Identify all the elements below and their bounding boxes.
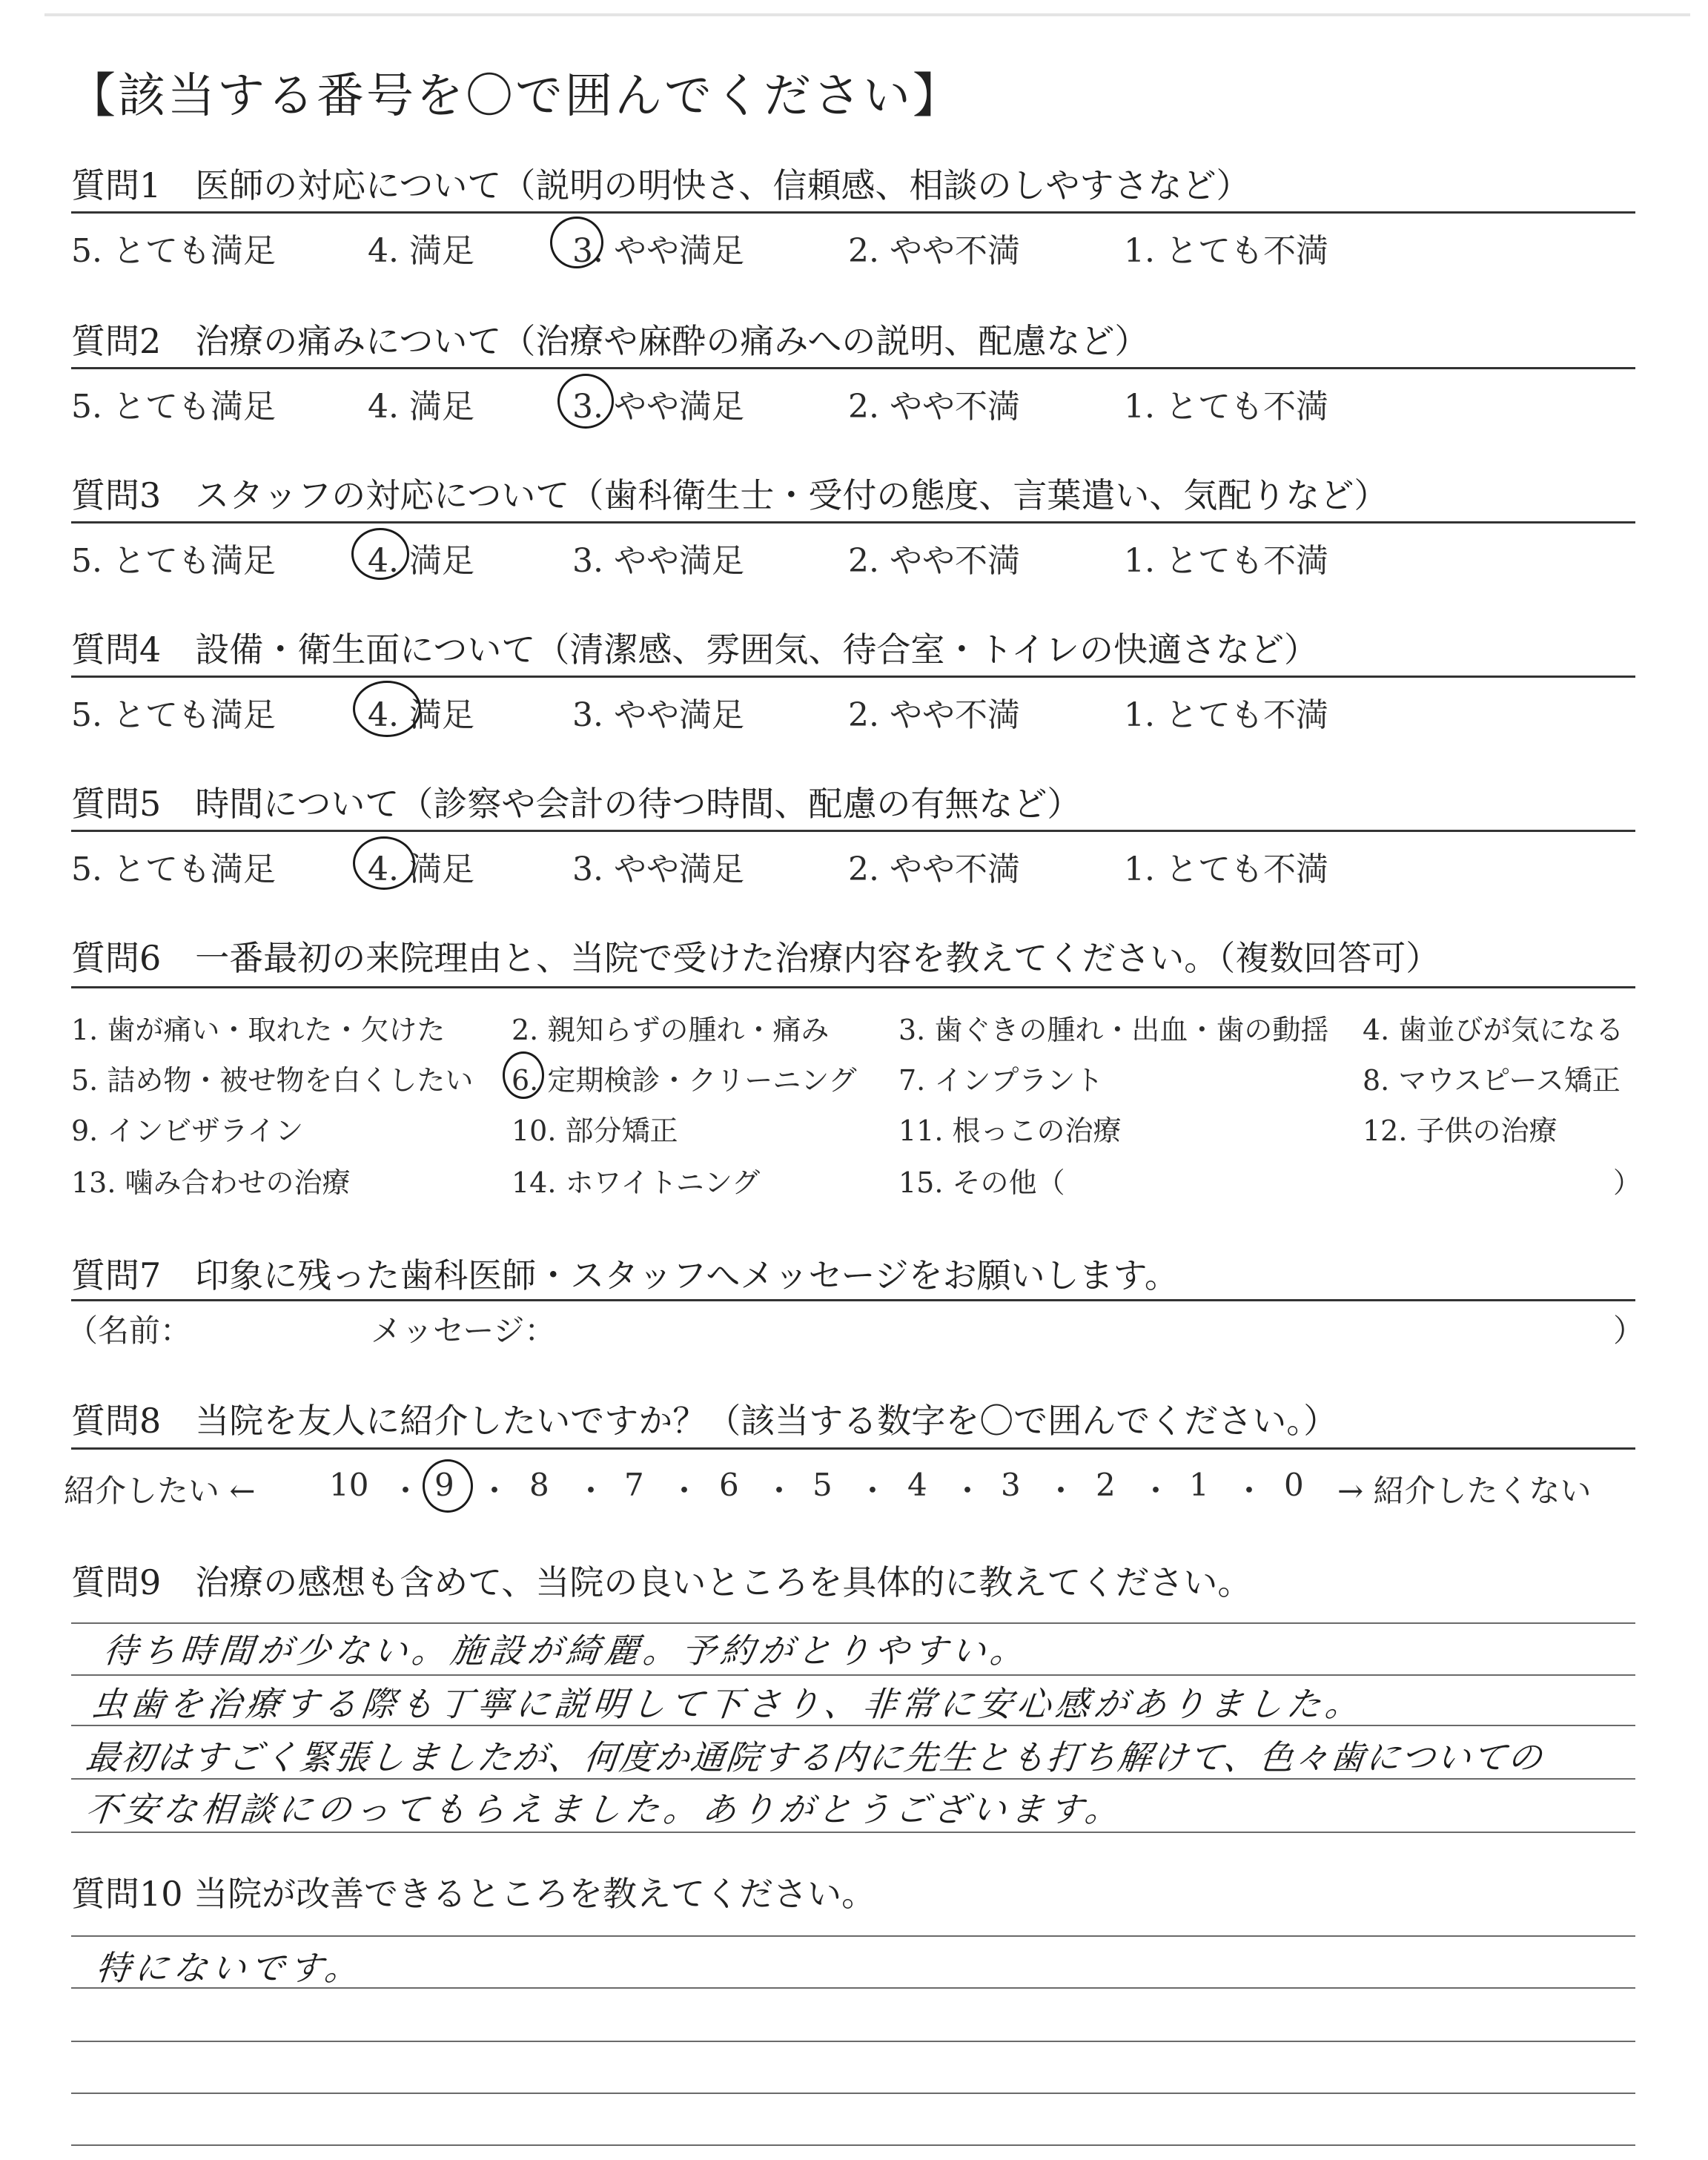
handwritten-answer: 不安な相談にのってもらえました。ありがとうございます。 <box>83 1789 1126 1829</box>
reason-option-other[interactable]: 15. その他（ <box>898 1166 1065 1199</box>
option-somewhat-dissatisfied[interactable]: 2. やや不満 <box>848 232 1020 270</box>
reason-option[interactable]: 14. ホワイトニング <box>512 1166 761 1199</box>
option-very-dissatisfied[interactable]: 1. とても不満 <box>1124 851 1328 888</box>
question-1-options <box>71 224 1635 268</box>
question-7 <box>71 1255 1635 1296</box>
question-10-text: 質問10 当院が改善できるところを教えてください。 <box>71 1874 876 1914</box>
answer-line <box>71 2144 1635 2146</box>
reason-option[interactable]: 12. 子供の治療 <box>1363 1114 1558 1147</box>
scale-value[interactable]: 3 <box>1001 1467 1021 1503</box>
answer-line <box>71 2041 1635 2042</box>
option-very-satisfied[interactable]: 5. とても満足 <box>71 542 276 580</box>
option-somewhat-dissatisfied[interactable]: 2. やや不満 <box>848 542 1020 580</box>
question-1-rule <box>71 211 1635 214</box>
reason-option[interactable]: 7. インプラント <box>898 1064 1104 1097</box>
option-satisfied[interactable]: 4. 満足 <box>368 388 474 426</box>
answer-line <box>71 1935 1635 1937</box>
answer-line <box>71 1674 1635 1676</box>
option-satisfied[interactable]: 4. 満足 <box>368 542 474 580</box>
option-somewhat-dissatisfied[interactable]: 2. やや不満 <box>848 851 1020 888</box>
reason-option[interactable]: 2. 親知らずの腫れ・痛み <box>512 1014 830 1046</box>
option-satisfied[interactable]: 4. 満足 <box>368 851 474 888</box>
question-10 <box>71 1873 1635 1915</box>
option-very-satisfied[interactable]: 5. とても満足 <box>71 388 276 426</box>
scale-left-label: 紹介したい ← <box>64 1473 256 1509</box>
question-7-fields <box>67 1307 1645 1349</box>
reason-option[interactable]: 3. 歯ぐきの腫れ・出血・歯の動揺 <box>898 1014 1329 1046</box>
option-very-dissatisfied[interactable]: 1. とても不満 <box>1124 388 1328 426</box>
option-satisfied[interactable]: 4. 満足 <box>368 696 474 734</box>
reason-option[interactable]: 9. インビザライン <box>71 1114 304 1147</box>
handwritten-answer: 特にないです。 <box>93 1948 365 1988</box>
reason-option[interactable]: 11. 根っこの治療 <box>898 1114 1122 1147</box>
option-satisfied[interactable]: 4. 満足 <box>368 232 474 270</box>
page-top-edge <box>44 13 1690 16</box>
question-7-rule <box>71 1299 1635 1301</box>
scale-separator: ・ <box>575 1473 607 1509</box>
other-close-paren: ） <box>1613 1166 1642 1199</box>
question-2-options <box>71 380 1635 424</box>
recommend-scale <box>64 1467 1643 1511</box>
question-4-rule <box>71 676 1635 678</box>
option-somewhat-dissatisfied[interactable]: 2. やや不満 <box>848 696 1020 734</box>
option-very-satisfied[interactable]: 5. とても満足 <box>71 851 276 888</box>
reason-option[interactable]: 4. 歯並びが気になる <box>1363 1014 1624 1046</box>
reason-option[interactable]: 5. 詰め物・被せ物を白くしたい <box>71 1064 474 1097</box>
question-1-text: 質問1 医師の対応について（説明の明快さ、信頼感、相談のしやすさなど） <box>71 165 1251 205</box>
option-very-dissatisfied[interactable]: 1. とても不満 <box>1124 232 1328 270</box>
question-3-rule <box>71 521 1635 524</box>
name-field-label[interactable]: （名前： <box>67 1312 192 1349</box>
question-3-options <box>71 534 1635 578</box>
scale-separator: ・ <box>857 1473 889 1509</box>
reason-option[interactable]: 1. 歯が痛い・取れた・欠けた <box>71 1014 446 1046</box>
reason-option[interactable]: 6. 定期検診・クリーニング <box>512 1064 857 1097</box>
option-somewhat-satisfied[interactable]: 3. やや満足 <box>572 232 744 270</box>
scale-value[interactable]: 2 <box>1096 1467 1116 1503</box>
option-somewhat-satisfied[interactable]: 3. やや満足 <box>572 696 744 734</box>
reason-option[interactable]: 13. 噛み合わせの治療 <box>71 1166 351 1199</box>
reason-option[interactable]: 10. 部分矯正 <box>512 1114 678 1147</box>
scale-value[interactable]: 6 <box>719 1467 739 1503</box>
handwritten-answer: 待ち時間が少ない。施設が綺麗。予約がとりやすい。 <box>101 1631 1031 1671</box>
question-6-text: 質問6 一番最初の来院理由と、当院で受けた治療内容を教えてください。（複数回答可） <box>71 938 1440 978</box>
scale-value[interactable]: 7 <box>624 1467 644 1503</box>
question-7-text: 質問7 印象に残った歯科医師・スタッフへメッセージをお願いします。 <box>71 1255 1179 1295</box>
question-5-rule <box>71 830 1635 832</box>
scale-value[interactable]: 8 <box>529 1467 549 1503</box>
question-5-text: 質問5 時間について（診察や会計の待つ時間、配慮の有無など） <box>71 784 1082 824</box>
option-very-satisfied[interactable]: 5. とても満足 <box>71 232 276 270</box>
question-4-options <box>71 688 1635 733</box>
scale-right-label: → 紹介したくない <box>1337 1473 1592 1509</box>
option-somewhat-satisfied[interactable]: 3. やや満足 <box>572 388 744 426</box>
scale-separator: ・ <box>390 1473 422 1509</box>
scale-separator: ・ <box>1140 1473 1172 1509</box>
question-2-rule <box>71 367 1635 369</box>
scale-separator: ・ <box>669 1473 701 1509</box>
form-heading: 【該当する番号を〇で囲んでください】 <box>68 69 962 124</box>
option-very-satisfied[interactable]: 5. とても満足 <box>71 696 276 734</box>
scale-separator: ・ <box>764 1473 795 1509</box>
scale-value[interactable]: 1 <box>1189 1467 1209 1503</box>
scale-separator: ・ <box>1234 1473 1265 1509</box>
close-paren: ） <box>1613 1312 1645 1349</box>
scale-separator: ・ <box>1045 1473 1077 1509</box>
scale-value[interactable]: 10 <box>329 1467 369 1503</box>
handwritten-answer: 虫歯を治療する際も丁寧に説明して下さり、非常に安心感がありました。 <box>89 1684 1366 1724</box>
message-field-label[interactable]: メッセージ： <box>371 1312 556 1349</box>
question-1 <box>71 165 1635 206</box>
question-3-text: 質問3 スタッフの対応について（歯科衛生士・受付の態度、言葉遣い、気配りなど） <box>71 475 1388 515</box>
question-2-text: 質問2 治療の痛みについて（治療や麻酔の痛みへの説明、配慮など） <box>71 321 1149 361</box>
question-8-rule <box>71 1447 1635 1450</box>
question-6-rule <box>71 986 1635 988</box>
option-very-dissatisfied[interactable]: 1. とても不満 <box>1124 542 1328 580</box>
reason-option[interactable]: 8. マウスピース矯正 <box>1363 1064 1621 1097</box>
scale-value[interactable]: 4 <box>907 1467 927 1503</box>
question-9 <box>71 1562 1635 1603</box>
question-6 <box>71 937 1635 979</box>
scale-separator: ・ <box>952 1473 984 1509</box>
question-9-text: 質問9 治療の感想も含めて、当院の良いところを具体的に教えてください。 <box>71 1562 1252 1602</box>
option-somewhat-dissatisfied[interactable]: 2. やや不満 <box>848 388 1020 426</box>
answer-line <box>71 2093 1635 2094</box>
answer-line <box>71 1832 1635 1833</box>
option-somewhat-satisfied[interactable]: 3. やや満足 <box>572 542 744 580</box>
question-3 <box>71 475 1635 516</box>
scale-value[interactable]: 0 <box>1284 1467 1304 1503</box>
question-8 <box>71 1400 1635 1441</box>
option-somewhat-satisfied[interactable]: 3. やや満足 <box>572 851 744 888</box>
question-5 <box>71 783 1635 825</box>
handwritten-answer: 最初はすごく緊張しましたが、何度か通院する内に先生とも打ち解けて、色々歯についての <box>83 1737 1546 1777</box>
option-very-dissatisfied[interactable]: 1. とても不満 <box>1124 696 1328 734</box>
question-2 <box>71 320 1635 362</box>
question-8-text: 質問8 当院を友人に紹介したいですか？（該当する数字を〇で囲んでください。） <box>71 1401 1338 1441</box>
question-4-text: 質問4 設備・衛生面について（清潔感、雰囲気、待合室・トイレの快適さなど） <box>71 630 1319 670</box>
scale-value[interactable]: 5 <box>812 1467 833 1503</box>
question-5-options <box>71 842 1635 887</box>
scale-value[interactable]: 9 <box>434 1467 454 1503</box>
question-4 <box>71 629 1635 670</box>
scale-separator: ・ <box>479 1473 511 1509</box>
